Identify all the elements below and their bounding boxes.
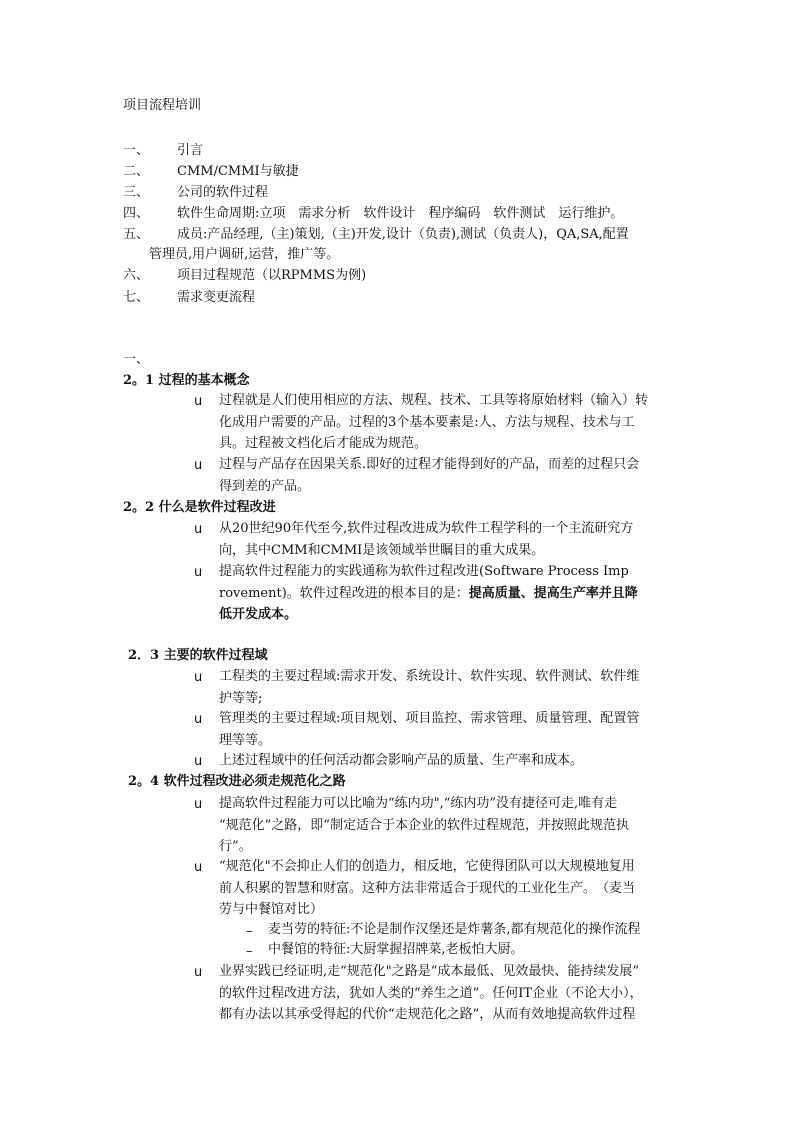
text-line: 过程与产品存在因果关系.即好的过程才能得到好的产品，而差的过程只会 <box>219 457 640 472</box>
text-line: 劳与中餐馆对比） <box>219 902 324 917</box>
toc-item-text: 公司的软件过程 <box>177 185 269 200</box>
part-marker: 一、 <box>123 352 150 367</box>
paragraph <box>219 961 643 1026</box>
toc-item-text: 引言 <box>177 143 204 158</box>
text-span: rovement)。软件过程改进的根本目的是： <box>219 585 469 601</box>
bullet-icon: u <box>194 712 203 727</box>
text-line: 具。过程被文档化后才能成为规范。 <box>219 436 428 451</box>
text-line: 上述过程域中的任何活动都会影响产品的质量、生产率和成本。 <box>219 753 584 768</box>
emphasis-text: 提高质量、提高生产率并且降 <box>468 585 638 601</box>
paragraph <box>219 390 648 455</box>
dash-bullet-icon: – <box>246 944 253 959</box>
sub-item: 中餐馆的特征:大厨掌握招牌菜,老板怕大厨。 <box>268 942 524 957</box>
text-line <box>219 583 638 605</box>
paragraph <box>219 454 639 497</box>
toc-item-text-cont: 管理员,用户调研,运营，推广等。 <box>149 247 340 262</box>
text-line: 从20世纪90年代至今,软件过程改进成为软件工程学科的一个主流研究方 <box>219 521 634 536</box>
section-heading: 2．3 主要的软件过程域 <box>128 648 268 663</box>
toc-item-text: 需求变更流程 <box>177 290 256 305</box>
text-line: 化成用户需要的产品。过程的3个基本要素是:人、方法与规程、技术与工 <box>219 414 635 430</box>
toc-item-text: 软件生命周期:立项 需求分析 软件设计 程序编码 软件测试 运行维护。 <box>177 206 624 221</box>
text-line: 工程类的主要过程域:需求开发、系统设计、软件实现、软件测试、软件维 <box>219 669 640 684</box>
dash-bullet-icon: – <box>246 924 253 939</box>
bullet-icon: u <box>194 394 203 409</box>
toc-num: 七、 <box>123 290 150 305</box>
text-line: 业界实践已经证明,走“规范化"之路是“成本最低、见效最快、能持续发展” <box>219 964 640 979</box>
bullet-icon: u <box>194 522 203 537</box>
paragraph <box>219 750 583 772</box>
section-heading: 2。4 软件过程改进必须走规范化之路 <box>128 774 346 789</box>
bullet-icon: u <box>194 797 203 812</box>
bullet-icon: u <box>194 860 203 875</box>
toc-num: 四、 <box>123 206 150 221</box>
text-line: 行”。 <box>219 839 252 854</box>
text-line: 前人积累的智慧和财富。这种方法非常适合于现代的工业化生产。 （麦当 <box>219 880 636 896</box>
document-title: 项目流程培训 <box>123 98 202 113</box>
paragraph <box>219 666 639 709</box>
bullet-icon: u <box>194 965 203 980</box>
text-line: 向，其中CMM和CMMI是该领域举世瞩目的重大成果。 <box>219 542 545 558</box>
text-line: 的软件过程改进方法，犹如人类的“养生之道”。任何IT企业（不论大小）， <box>219 985 643 1001</box>
toc-num: 六、 <box>123 268 150 283</box>
paragraph <box>219 793 629 858</box>
toc-num: 二、 <box>123 164 150 179</box>
toc-item-text: 项目过程规范（以RPMMS为例) <box>177 268 367 283</box>
text-line: 过程就是人们使用相应的方法、规程、技术、工具等将原始材料（输入）转 <box>219 393 649 408</box>
bullet-icon: u <box>194 754 203 769</box>
section-heading: 2。2 什么是软件过程改进 <box>123 500 276 515</box>
paragraph <box>219 518 633 561</box>
text-line: 提高软件过程能力可以比喻为“练内功",“练内功”没有捷径可走,唯有走 <box>219 796 618 811</box>
toc-item-text: 成员:产品经理,（主)策划,（主)开发,设计（负责),测试（负责人)，QA,SA,配置 <box>177 227 629 242</box>
paragraph <box>219 708 639 751</box>
toc-num: 五、 <box>123 227 150 242</box>
toc-num: 一、 <box>123 143 150 158</box>
paragraph <box>219 561 638 626</box>
emphasis-text: 低开发成本。 <box>219 607 298 622</box>
text-line: “规范化”之路，即“制定适合于本企业的软件过程规范，并按照此规范执 <box>219 817 629 833</box>
toc-item-text: CMM/CMMI与敏捷 <box>177 164 299 179</box>
text-line: 得到差的产品。 <box>219 478 311 494</box>
text-line: 护等等; <box>219 690 263 706</box>
bullet-icon: u <box>194 670 203 685</box>
sub-item: 麦当劳的特征:不论是制作汉堡还是炸薯条,都有规范化的操作流程 <box>268 922 641 937</box>
bullet-icon: u <box>194 458 203 473</box>
text-line: 提高软件过程能力的实践通称为软件过程改进(Software Process Imp <box>219 564 629 579</box>
toc-num: 三、 <box>123 185 150 200</box>
text-line: 都有办法以其承受得起的代价“走规范化之路”，从而有效地提高软件过程 <box>219 1007 636 1022</box>
bullet-icon: u <box>194 565 203 580</box>
paragraph <box>219 856 635 921</box>
text-line: 管理类的主要过程域:项目规划、项目监控、需求管理、质量管理、配置管 <box>219 711 640 726</box>
text-line: “规范化"不会抑止人们的创造力，相反地，它使得团队可以大规模地复用 <box>219 859 635 874</box>
section-heading: 2。1 过程的基本概念 <box>123 373 250 388</box>
text-line: 理等等。 <box>219 732 272 748</box>
